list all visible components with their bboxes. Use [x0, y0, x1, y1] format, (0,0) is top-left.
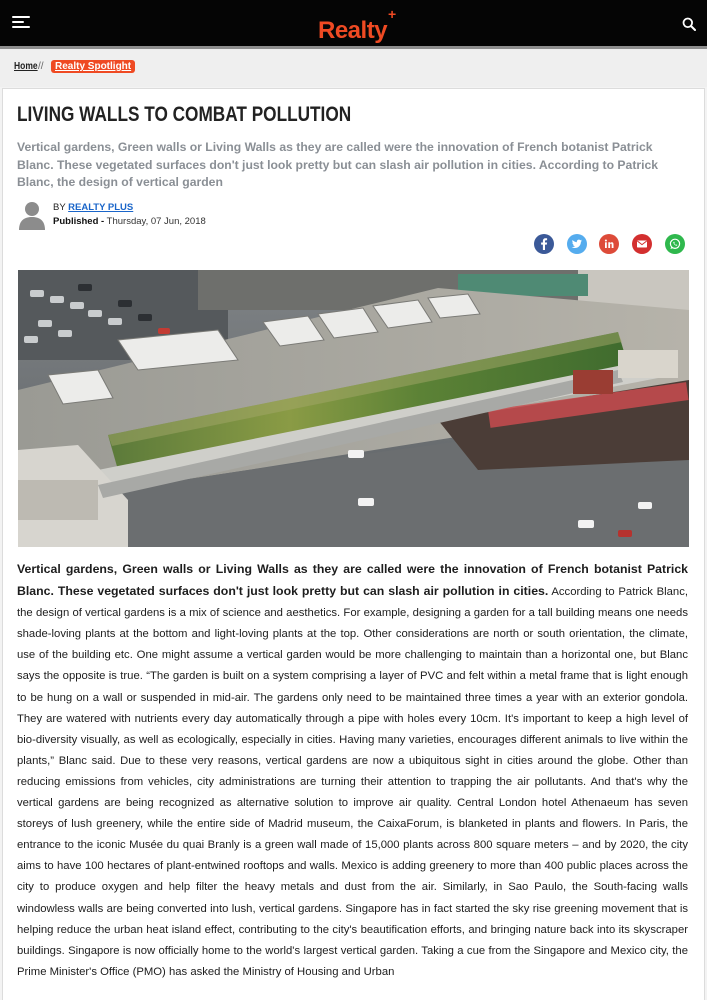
share-whatsapp-icon[interactable] — [665, 234, 685, 254]
breadcrumb-category-link[interactable]: Realty Spotlight — [51, 60, 135, 73]
article-body — [17, 559, 688, 983]
share-linkedin-icon[interactable] — [599, 234, 619, 254]
article-summary: Vertical gardens, Green walls or Living Walls as they are called were the innovation of French botanist Patrick Blanc. These vegetated surfaces don't just look pretty but can slash air pollution in cities. According to Patrick Blanc, the design of vertical garden — [17, 140, 659, 189]
breadcrumb-separator: // — [38, 61, 44, 72]
share-facebook-icon[interactable] — [534, 234, 554, 254]
search-icon[interactable] — [682, 17, 696, 31]
share-email-icon[interactable] — [632, 234, 652, 254]
article-lead: Vertical gardens, Green walls or Living Walls as they are called were the innovation of French botanist Patrick Blanc. These vegetated surfaces don't just look pretty but can slash air pollution in cities. — [17, 562, 688, 599]
byline-prefix: BY — [53, 202, 66, 213]
published-date-value: Thursday, 07 Jun, 2018 — [106, 216, 206, 227]
article-body-text: According to Patrick Blanc, the design of vertical gardens is a mix of science and aesthetics. For example, designing a garden for a tall building means one needs shade-loving plants at the bottom and light-loving plants at the top. Other considerations are north or south orientation, the climate, use of the building etc. One might assume a vertical garden would be more challenging to maintain than a horizontal one, but Blanc says the opposite is true. “The garden is built on a system comprising a layer of PVC and felt within a metal frame that is light enough to be hung on a wall or suspended in mid-air. The gardens only need to be maintained three times a year with an exterior gondola. They are watered with nutrients every day automatically through a pipe with holes every 10cm. It's important to keep a high level of bio-diversity visually, as well as ecologically, especially in cities. Having many varieties, encourages different animals to live within the plants,” Blanc said. Due to these very reasons, vertical gardens are now a ubiquitous sight in cities around the globe. Other than reducing emissions from vehicles, city administrations are turning their attention to trapping the air pollutants. And that's why the vertical gardens are being recognized as alternative solution to improve air quality. Central London hotel Athenaeum has seven storeys of lush greenery, while the entire side of Madrid museum, the CaixaForum, is blanketed in plants and flowers. In Paris, the entrance to the iconic Musée du quai Branly is a green wall made of 15,000 plants across 800 square meters – and by 2020, the city aims to have 100 hectares of plant-entwined rooftops and walls. Mexico is adding greenery to more than 400 public places across the city to produce oxygen and help filter the heavy metals and dust from the air. Similarly, in Sao Paulo, the South-facing walls windowless walls are being converted into lush, vertical gardens. Singapore has in fact started the sky rise greening movement that is helping reduce the urban heat island effect, contributing to the city's beautification efforts, and bringing nature back into its skyscraper buildings. Singapore is now officially home to the world's largest vertical garden. Taking a cue from the Singapore and Mexico city, the Prime Minister's Office (PMO) has asked the Ministry of Housing and Urban — [17, 586, 689, 978]
logo-plus-mark: + — [388, 6, 396, 22]
logo-text: Realty — [318, 17, 388, 44]
site-logo[interactable] — [318, 6, 396, 44]
article-hero-image — [18, 270, 689, 547]
author-avatar-icon — [18, 200, 46, 230]
published-date — [53, 216, 206, 227]
hamburger-menu-icon[interactable] — [12, 15, 30, 29]
article-title: LIVING WALLS TO COMBAT POLLUTION — [17, 103, 352, 126]
share-twitter-icon[interactable] — [567, 234, 587, 254]
breadcrumb-home-link[interactable]: Home — [14, 61, 38, 72]
top-nav-bar — [0, 0, 707, 49]
published-label: Published - — [53, 216, 105, 227]
author-link[interactable]: REALTY PLUS — [68, 202, 134, 213]
author-byline — [53, 202, 133, 213]
